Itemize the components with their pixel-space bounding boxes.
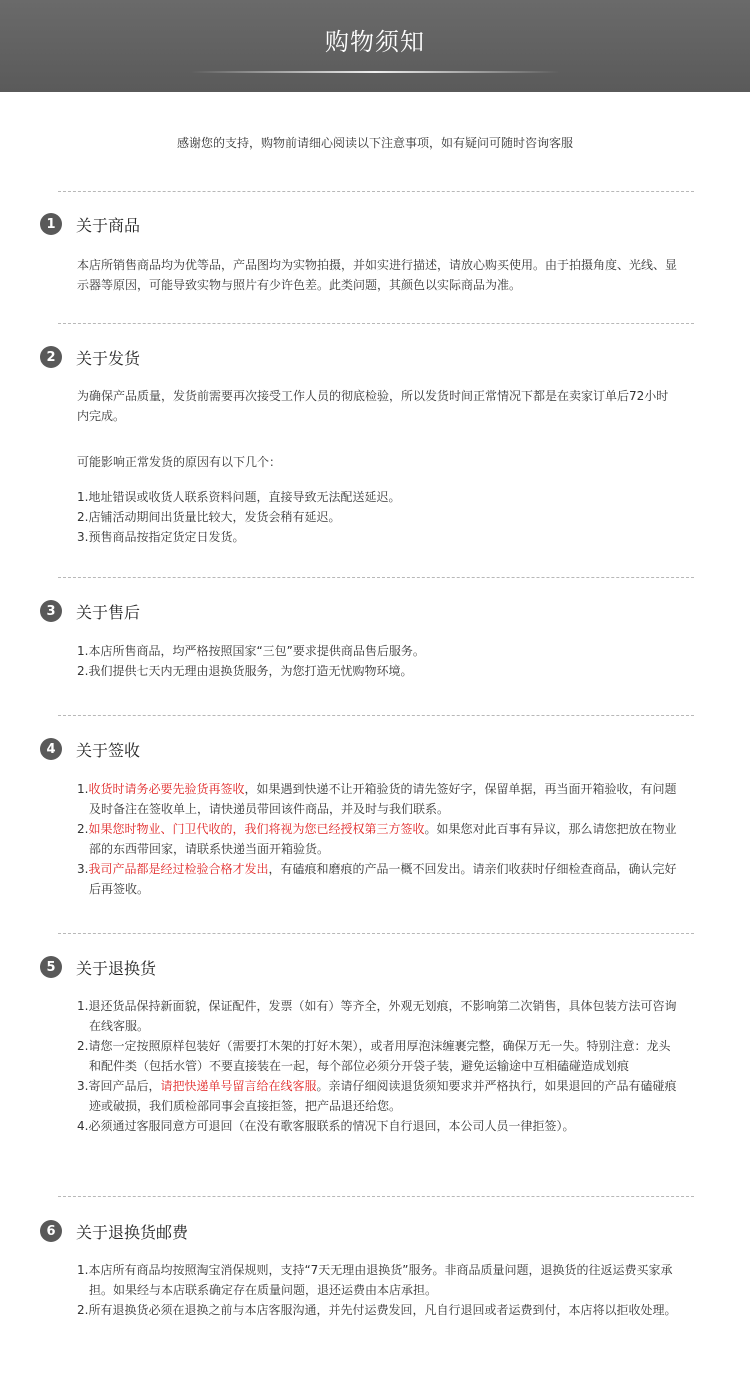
section-5-heading <box>40 956 156 978</box>
section-3-heading <box>40 600 140 622</box>
section-4-list <box>77 779 677 899</box>
highlight-text: 收货时请务必要先验货再签收 <box>88 782 245 796</box>
page-header <box>0 0 750 92</box>
section-5-list <box>77 996 677 1136</box>
divider <box>58 323 694 324</box>
divider <box>58 1196 694 1197</box>
section-title: 关于商品 <box>76 215 141 235</box>
paragraph: 可能影响正常发货的原因有以下几个： <box>77 455 282 469</box>
header-underline <box>190 71 560 73</box>
divider <box>58 715 694 716</box>
section-number-badge: 2 <box>40 346 62 368</box>
section-number-badge: 5 <box>40 956 62 978</box>
intro-text: 感谢您的支持，购物前请细心阅读以下注意事项，如有疑问可随时咨询客服 <box>176 136 573 150</box>
section-2-list <box>77 487 677 547</box>
list-item: 1.地址错误或收货人联系资料问题，直接导致无法配送延迟。 <box>77 490 401 504</box>
section-title: 关于售后 <box>76 602 141 622</box>
list-item: 3.我司产品都是经过检验合格才发出，有磕痕和磨痕的产品一概不回发出。请亲们收获时仔细检查商品，确认完好后再签收。 <box>77 862 677 896</box>
section-1-heading <box>40 213 140 235</box>
section-6-list <box>77 1260 677 1320</box>
section-title: 关于发货 <box>76 348 141 368</box>
list-item: 3.寄回产品后，请把快递单号留言给在线客服。亲请仔细阅读退货须知要求并严格执行，如果退回的产品有磕碰痕迹或破损，我们质检部同事会直接拒签，把产品退还给您。 <box>77 1079 677 1113</box>
list-item: 2.请您一定按照原样包装好（需要打木架的打好木架），或者用厚泡沫缠裹完整，确保万无一失。特别注意：龙头和配件类（包括水管）不要直接装在一起，每个部位必须分开袋子装，避免运输途中互相磕碰造成划痕 <box>77 1039 671 1073</box>
list-item: 2.所有退换货必须在退换之前与本店客服沟通，并先付运费发回，凡自行退回或者运费到付，本店将以拒收处理。 <box>77 1303 677 1317</box>
list-item: 1.收货时请务必要先验货再签收，如果遇到快递不让开箱验货的请先签好字，保留单据，再当面开箱验收，有问题及时备注在签收单上，请快递员带回该件商品，并及时与我们联系。 <box>77 782 677 816</box>
highlight-text: 请把快递单号留言给在线客服 <box>160 1079 317 1093</box>
section-number-badge: 6 <box>40 1220 62 1242</box>
paragraph: 为确保产品质量，发货前需要再次接受工作人员的彻底检验，所以发货时间正常情况下都是在卖家订单后72小时内完成。 <box>77 389 669 423</box>
highlight-text: 如果您时物业、门卫代收的，我们将视为您已经授权第三方签收 <box>88 822 425 836</box>
section-2-reasons-intro <box>77 452 677 472</box>
page-title: 购物须知 <box>325 28 425 56</box>
divider <box>58 933 694 934</box>
list-item: 1.退还货品保持新面貌，保证配件，发票（如有）等齐全，外观无划痕，不影响第二次销售，具体包装方法可咨询在线客服。 <box>77 999 677 1033</box>
section-number-badge: 1 <box>40 213 62 235</box>
highlight-text: 我司产品都是经过检验合格才发出 <box>88 862 269 876</box>
section-number-badge: 4 <box>40 738 62 760</box>
section-1-body <box>77 255 677 295</box>
divider <box>58 191 694 192</box>
list-item: 2.如果您时物业、门卫代收的，我们将视为您已经授权第三方签收。如果您对此百事有异议，那么请您把放在物业部的东西带回家，请联系快递当面开箱验货。 <box>77 822 677 856</box>
section-2-body <box>77 386 677 426</box>
section-number-badge: 3 <box>40 600 62 622</box>
section-2-heading <box>40 346 140 368</box>
section-4-heading <box>40 738 140 760</box>
divider <box>58 577 694 578</box>
section-title: 关于退换货邮费 <box>76 1222 189 1242</box>
list-item: 4.必须通过客服同意方可退回（在没有歌客服联系的情况下自行退回，本公司人员一律拒签）。 <box>77 1119 575 1133</box>
list-item: 2.店铺活动期间出货量比较大，发货会稍有延迟。 <box>77 510 341 524</box>
list-item: 3.预售商品按指定货定日发货。 <box>77 530 245 544</box>
section-title: 关于退换货 <box>76 958 157 978</box>
list-item: 1.本店所有商品均按照淘宝消保规则，支持“7天无理由退换货”服务。非商品质量问题，退换货的往返运费买家承担。如果经与本店联系确定存在质量问题，退还运费由本店承担。 <box>77 1263 673 1297</box>
section-title: 关于签收 <box>76 740 141 760</box>
paragraph: 本店所销售商品均为优等品，产品图均为实物拍摄，并如实进行描述，请放心购买使用。由于拍摄角度、光线、显示器等原因，可能导致实物与照片有少许色差。此类问题，其颜色以实际商品为准。 <box>77 258 678 292</box>
list-item: 2.我们提供七天内无理由退换货服务，为您打造无忧购物环境。 <box>77 664 413 678</box>
section-3-list <box>77 641 677 681</box>
list-item: 1.本店所售商品，均严格按照国家“三包”要求提供商品售后服务。 <box>77 644 425 658</box>
section-6-heading <box>40 1220 188 1242</box>
